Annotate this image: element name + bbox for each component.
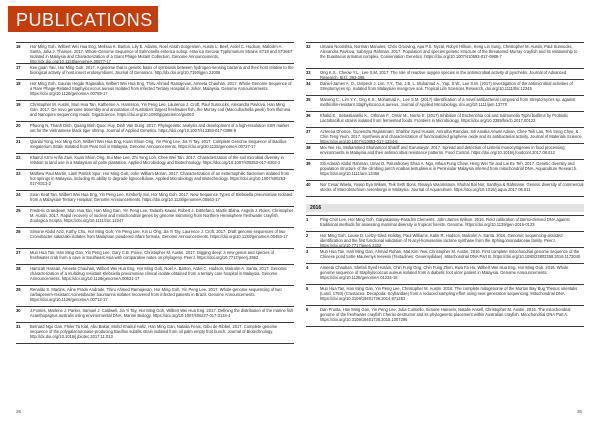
entry-divider (306, 68, 584, 69)
entry-number: 34 (306, 81, 311, 86)
entry-divider (16, 343, 294, 344)
entry-number: 6 (306, 307, 309, 312)
entry-divider (306, 326, 584, 327)
entry-number: 18 (16, 81, 21, 86)
entry-number: 28 (16, 266, 21, 271)
entry-citation: Kee guan Yau, Hor Ming Goh. 2017. A genome that is genetic basis of symbiosis between hydrogen-sensing bacteria and their host relative to the biological activity of host insect endosymbiont. Journal of Genomics. http://dx.doi.org/10.7150/jgen.21006 (30, 65, 294, 76)
entry-citation: Bernard Ngo Gan, Fhiler Ta Kiat, Abu Bakar, Mohd Khairul Hafiz, Han Ming Gan, Natalia Fenix, Gibu de Ribbel, 2017. Complete genome sequence of the polygalacturonase-producing Bacillus subtilis strain isolated from oil palm empty fruit bunch. Journal of Biotechnology. http://dx.doi.org/10.1016/j.jbiotec.2017.11.013 (30, 324, 278, 340)
entry-number: 16 (16, 44, 21, 49)
entry-citation: Khairul Azmi Arifin Zain, Kuan Shion Ong, Sui Mae Lee, Zhi Yong Loh, Chee Wei Tan. 2017. Characterization of the soil microbial diversity in relation to land use in a Malaysian oil palm plantation. Applied Microbiology and Biotechnology. https://doi.org/10.1007/s00253-017-8402-2 (30, 155, 284, 166)
entry-number: 26 (16, 229, 21, 234)
entry-citation: Ong K.S., Cheow Y.L., Lee S.M. 2017. The role of reactive oxygen species in the antimicrobial activity of pyochelin. Journal of Advanced Research. 8(4): 393-398. (320, 70, 567, 81)
entry-citation: Christopher M. Austin, Mun Hua Tan, Katherine A. Harrisson, Yin Peng Lee, Laurence J. Croft, Paul Sunnucks, Alexandra Pavlova, Han Ming Gan. 2017. De novo genome assembly and annotation of Australia's largest freshwater fish, the Murray cod (Maccullochella peelii) from Illumina and Nanopore sequencing reads. GigaScience. https://doi.org/10.1093/gigascience/gix063 (30, 102, 291, 118)
entry-number: 17 (16, 65, 21, 70)
entry-citation: Soon Keat Tan, Wilbert Wei Hua Eng, Yin Peng Lee, Kimberly Sui, Hor Ming Goh. 2017. New Sequence Types of Klebsiella pneumoniae Isolated from a Malaysian Tertiary Hospital. Genome Announcements. https://doi.org/10.1128/genomeA.00563-17 (30, 192, 293, 203)
entry-citation: Hamzah Hassan, Ameeta Chauhan, Wilbert Wei Hua Eng, Hor Ming Goh, Noel A. Barton, Ardel C. Hudson, Malcolm A. Santa. 2017. Genomic characterization of a multidrug resistant Klebsiella pneumoniae clinical isolate obtained from a tertiary care hospital in Malaysia. Genome Announcements. https://doi.org/10.1128/genomeA.00531-17 (30, 266, 288, 282)
entry-divider (16, 264, 294, 265)
entry-number: 39 (306, 161, 311, 166)
entry-divider (306, 196, 584, 197)
entry-divider (16, 169, 294, 170)
entry-number: 36 (306, 113, 311, 118)
entry-number: 31 (16, 324, 21, 329)
page-title: PUBLICATIONS (16, 10, 153, 30)
entry-citation: Daniel-James A. D., Delpech J. Lim, Y.Y., Tan, J.B. L. Muhamad A., Yap, S.W., Lee S.M. (2017) Investigation of the antimicrobial activities of Streptomyces sp. isolated from Malaysian mangrove soil. Tropical Life Sciences Research. doi.org/10.1111/tlsr.12345 (320, 81, 573, 92)
entry-citation: Renaldo S. Martins, Aline Prado Andrade, Thiru Ahmed Ramajevan, Hor Ming Goh, Yin Peng Lee. 2017. Whole-genome sequencing of two carbapenem-resistant Acinetobacter baumannii isolates recovered from infected patients in Brazil. Genome Announcements. https://doi.org/10.1128/genomeA.00712-17 (30, 287, 282, 303)
entry-number: 3 (306, 249, 309, 254)
entry-number: 23 (16, 171, 21, 176)
entry-number: 24 (16, 192, 21, 197)
entry-citation: Qianlai Yong, Hor Ming Goh, Wilbert Wei Hua Eng, Kuan Shion Ong, Yin Peng Lee, Jia Yi Tay. 2017. Complete Genome Sequence of Bacillus megaterium Strain Isolated from Peat Soil in Malaysia. Genome Announcements, https://doi.org/10.1128/genomeA.00727-17 (30, 139, 287, 150)
entry-citation: Siti Adarah Abdul Rahman, Umar D. Palumboney Ehsa A. Ngo, Mhua Fung Chew, Heng Wei Tie and Lai Ee Teh. 2017. Genetic diversity and population structure of the climbing perch Anabas testudineus in Peninsular Malaysia inferred from mitochondrial DNA. Aquaculture Research. https://doi.org/10.1111/are.13456 (320, 161, 578, 177)
entry-number: 5 (306, 286, 309, 291)
entry-divider (16, 285, 294, 286)
year-heading (306, 204, 584, 212)
entry-citation: Azreena Dhonoe, Gunendra Rajaratnam, Shahbir Syed Husain, Amrutha Ramdas, Siti Amalia Anwar Adnan, Chee Teik Lau, Teh Seng Chye, & Chin Teng Yeoh. 2017. Synthesis and characterization of functionalized graphene oxide and its antibacterial activity. Journal of Materials Science. https://doi.org/10.1007/s10853-017-1234-5 (320, 129, 583, 145)
entry-citation: Dan Prusta, Han Ming Gan, Yin Peng Lee, Julia Cumiello, Simone Hanselo, Natalie Ansell, Christopher M. Austin. 2016. The mitochondrial genome of the freshwater crayfish Cherax destructor and its phylogenetic placement within Australian crayfish. Mitochondrial DNA Part A. https://doi.org/10.3109/19401736.2015.1007296 (320, 307, 571, 323)
entry-divider (16, 79, 294, 80)
entry-divider (16, 322, 294, 323)
entry-divider (306, 79, 584, 80)
entry-divider (16, 248, 294, 249)
entry-divider (306, 143, 584, 144)
entry-number: 25 (16, 208, 21, 213)
entry-number: 37 (306, 129, 311, 134)
entry-divider (16, 42, 294, 43)
entry-citation: Simone Abdul Aziz, Kathy Chu, Hor Ming Goh, Yin Peng Lee, Kin Li Ong, Jia Yi Tay, Laurence J. Croft. 2017. Draft genome sequences of two Cronobacter sakazakii isolates from Malaysian powdered infant formula. Genome Announcements. https://doi.org/10.1128/genomeA.00453-17 (30, 229, 288, 240)
entry-citation: Hor Ming Goh, Louse D. Lietzy-Siled Holiday, Paul Williams, Katie R. Hudson, Malcolm A. Santa. 2016. Genomic sequencing-assisted identification and the first functional validation of N-acyl-homoserine lactone synthase from the Sphingomonadaceae family. PeerJ. https://doi.org/10.7717/peerj.2332 (320, 233, 563, 249)
entry-citation: Mei Yee Ho, Mohammed Shuhamool Shariff and Gurunaiyar. 2017. Spread and detection of Listeria monocytogenes in food processing environments in Malaysia and their antimicrobial resistance patterns. Food Control. https://doi.org/10.1016/j.foodcont.2017.08.012 (320, 145, 565, 156)
entry-citation: Khalid E., Sebastianello K., Othman F., Omar M., Nurse E. (2017) Inhibition of Escherichia coli and Salmonella Typhi biofilms by Probiotic Lactobacillus strains isolated from fermented foods. Frontiers in Microbiology. https://doi.org/10.3389/fmicb.2017.00123 (320, 113, 569, 124)
entry-divider (16, 190, 294, 191)
entry-divider (306, 284, 584, 285)
entry-number: 32 (306, 44, 311, 49)
entry-number: 27 (16, 250, 21, 255)
entry-divider (306, 231, 584, 232)
entry-divider (306, 159, 584, 160)
entry-divider (16, 206, 294, 207)
entry-number: 40 (306, 182, 311, 187)
entry-number: 21 (16, 139, 21, 144)
entry-number: 2 (306, 233, 309, 238)
entry-citation: Mun Hua Tan, Han Ming Gan, Yin Peng Lee, Christopher M. Austin. 2016. The complete mitogenome of the Morton Bay Bug Thenus orientalis (Lund, 1793) (Crustacea: Decapoda: Scyllaridae) from a reduced sampling effort using next-generation sequencing. Mitochondrial DNA. https://doi.org/10.3109/19401736.2014.971253 (320, 286, 578, 302)
entry-citation: Ping-Chin Lee, Hor Ming Goh, Gaiyakassay-Paradim Clements, John James Wilson. 2016. Field calibration of Bento-derived DNA against traditional methods for assessing mammal diversity in tropical forests. Genome. https://doi.org/10.1139/gen-2016-0123 (320, 217, 570, 228)
entry-citation: Maneng C., Lim Y.Y., Ong K.S., Mohamad A., Lee S.M. (2017) Identification of a novel antibacterial compound from Streptomyces sp. against methicillin-resistant Staphylococcus aureus. Journal of Applied Microbiology. doi.org/10.1111/jam.13770 (320, 97, 576, 108)
page-header (0, 0, 600, 38)
entry-number: 22 (16, 155, 21, 160)
entry-divider (16, 306, 294, 307)
entry-citation: Ameeta Chauhan, Shefali Syed Husain, Chin Fung Ong, Chin Fung Zhen, Kwa Fa Ho, Wilbert Wei Hua Eng, Hor Ming Goh. 2016. Whole genome sequence of Staphylococcus aureus isolated from a diabetic foot ulcer patient in Malaysia. Genome Announcements. https://doi.org/10.1128/genomeA.01234-16 (320, 265, 569, 281)
entry-number: 30 (16, 308, 21, 313)
entry-divider (306, 42, 584, 43)
entry-divider (306, 247, 584, 248)
entry-number: 4 (306, 265, 309, 270)
entry-citation: Nor Cesar Waela, Yosep Eya Wiliam, Teik Seth Bons, Rinaiya Vasomatura, Shuhal Bal Nor, Santhya & Rahmane. Genetic diversity of commercial stocks of Macrobrachium rosenbergii in Malaysia. Journal of Aquaculture. https://doi.org/10.1016/j.aqua.2017.05.011 (320, 182, 584, 193)
entry-citation: Hor Ming Goh, Wilbert Wei Hua Eng, Melissa K. Barton, Lily E. Adams, Noel Abrah Sorgensen, Austin L. Beef, Ardel C. Hudson, Malcolm A. Santa, Julia J. Thames. 2017. Whole-Genome Sequence of Salmonella enterica subsp. enterica Serovar Typhimurium Strains ST19 and ST3667 Isolated in Malaysia and Characterization of a Giant Phage Mutant Collection. Genome Announcements, http://dx.doi.org/10.1128/genomeA.00877-17 (30, 44, 293, 65)
entry-divider (306, 127, 584, 128)
entry-number: 20 (16, 123, 21, 128)
entry-divider (16, 153, 294, 154)
entry-citation: Frederic Grandjean, Mun Hua Tan, Han Ming Gan, Yin Peng Lee, Tadashi Kawai, Robert J. DiStefano, Martin Blaha, Angela J. Roles, Christopher M. Austin. 2017. Rapid recovery of nuclear and mitochondrial genes by genome skimming from Northern Hemisphere freshwater crayfish. Zoologica Scripta. https://doi.org/10.1111/zsc.12247 (30, 208, 294, 224)
entry-number: 19 (16, 102, 21, 107)
entry-divider (16, 63, 294, 64)
entry-citation: Umaira Noorishta, Norman Manules, Chris Grooving, Apa P.S. Nyzal, Robyn Hillson, Keng Lin Sung, Christopher M. Austin, Paul Sunnucks, Alexandra Pavlova, Sabriyya Rahman. 2017. Population and species genetic structure of the threatened Murray crayfish and its relationship to the Euastacus armatus complex. Conservation Genetics. https://doi.org/10.1007/s10592-017-0988-7 (320, 44, 578, 60)
entry-citation: J.Fontes, Marlene J. Parker, Samuel J. Caldwell, Jia Yi Tay, Hor Ming Goh, Wilbert Wei Hua Eng. 2017. Defining the distribution of the marine fish Acanthopagrus australis using environmental DNA. Marine Biology. https://doi.org/10.1007/s00227-017-3134-4 (30, 308, 294, 319)
page-number-left: 36 (16, 409, 22, 414)
entry-number: 35 (306, 97, 311, 102)
entry-number: 38 (306, 145, 311, 150)
entry-citation: Phuong N, Thanh Dinh, Quang Binh Quoc Huy, Dinh Van Dung. 2017. Phylogenetic analysis and development of a high-resolution SSR marker set for the Vietnamese black tiger shrimp. Journal of Applied Genetics. https://doi.org/10.1007/s13353-017-0398-9 (30, 123, 290, 134)
entry-divider (16, 227, 294, 228)
entry-divider (306, 95, 584, 96)
entry-divider (306, 305, 584, 306)
year-label: 2016 (310, 205, 322, 211)
page-number-right: 36 (577, 409, 583, 414)
entry-divider (306, 180, 584, 181)
entry-divider (16, 100, 294, 101)
entry-number: 1 (306, 217, 309, 222)
entry-citation: Mathew Paul Martin, Liam Patrick Spur, Hor Ming Goh, John William Moran. 2017. Characterization of an extremophilic bacterium isolated from hot springs in Malaysia, including its ability to degrade lignocellulose. Applied Microbiology and Biotechnology. https://doi.org/10.1007/s00253-017-8313-2 (30, 171, 290, 187)
entry-divider (16, 137, 294, 138)
entry-divider (306, 215, 584, 216)
entry-number: 33 (306, 70, 311, 75)
entry-citation: Mun Hua Tan, Han Ming Gan, Yin Peng Lee, Gary C.B. Poore, Christopher M. Austin. 2017. Digging deep: a new genus and species of freshwater crab from a cave in Southeast Asia with comparative notes on phylogeny. PeerJ. https://doi.org/10.7717/peerj.3963 (30, 250, 275, 261)
entry-divider (306, 263, 584, 264)
entry-number: 29 (16, 287, 21, 292)
entry-divider (16, 121, 294, 122)
entry-citation: Mun Hua Tan, Han Ming Gan, Ahmad Rohan, Mat Kim Yew, Christopher M. Austin. 2016. First complete mitochondrial genome sequence of the Chinese pond turtle Mauremys reevesii (Testudines: Geoemydidae). Mitochondrial DNA Part B. https://doi.org/10.1080/23802359.2016.1172040 (320, 249, 581, 260)
entry-divider (306, 111, 584, 112)
entry-citation: Hor Ming Goh, Gaurav Hegde Rajanaika, Wilbert Wei Hua Eng, Thiru Ahmed Ramajevan, Ameeta Chauhan. 2017. Whole-Genome Sequence of a Rare Phage-Related Staphylococcus aureus Isolated from Infected Tertiary Hospital in Johor, Malaysia. Genome Announcements. https://doi.org/10.1128/genomeA.00789-17 (30, 81, 292, 97)
